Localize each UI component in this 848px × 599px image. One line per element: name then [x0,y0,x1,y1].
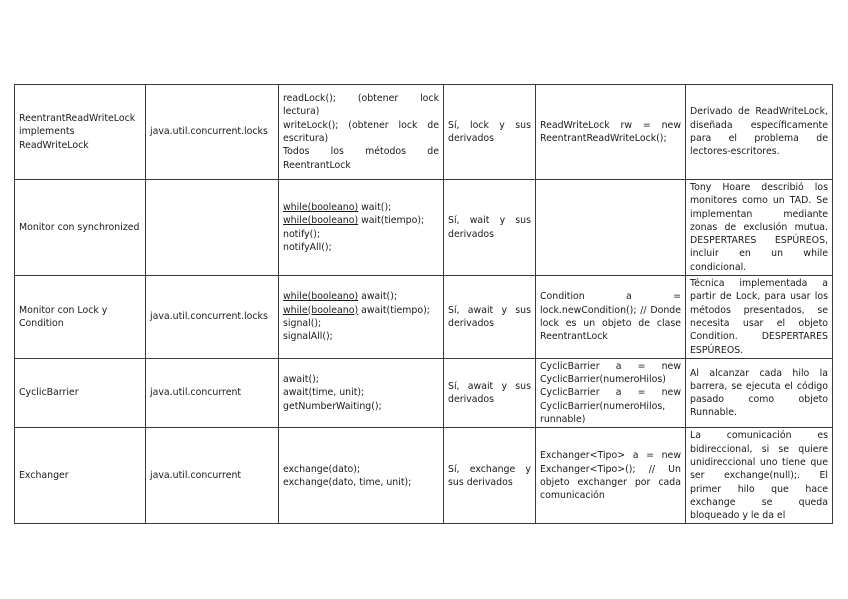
method-line [283,214,439,227]
cell-reentrant: Sí, await y sus derivados [444,276,536,359]
cell-reentrant: Sí, exchange y sus derivados [444,428,536,524]
cell-methods [279,358,444,427]
method-call: await(); [358,291,398,303]
cell-name: Monitor con Lock y Condition [15,276,146,359]
method-line [283,304,439,317]
cell-package: java.util.concurrent [146,358,279,427]
cell-package: java.util.concurrent [146,428,279,524]
cell-methods [279,180,444,276]
cell-example: Condition a = lock.newCondition(); // Donde lock es un objeto de clase ReentrantLock [536,276,686,359]
cell-notes: Tony Hoare describió los monitores como un TAD. Se implementan mediante zonas de exclusión mutua. DESPERTARES ESPÚREOS, incluir en un while condicional. [686,180,833,276]
method-line: writeLock(); (obtener lock de escritura) [283,119,439,144]
cell-reentrant: Sí, await y sus derivados [444,358,536,427]
method-condition: while(booleano) [283,304,359,316]
cell-methods [279,428,444,524]
method-line: await(); [283,374,319,386]
cell-notes: Derivado de ReadWriteLock, diseñada específicamente para el problema de lectores-escritores. [686,85,833,180]
cell-notes: Al alcanzar cada hilo la barrera, se ejecuta el código pasado como objeto Runnable. [686,358,833,427]
method-condition: while(booleano) [283,215,359,227]
cell-package [146,180,279,276]
cell-reentrant: Sí, lock y sus derivados [444,85,536,180]
cell-notes: Técnica implementada a partir de Lock, para usar los métodos presentados, se necesita usar el objeto Condition. DESPERTARES ESPÚREOS. [686,276,833,359]
method-line: notifyAll(); [283,241,332,253]
method-line: signal(); [283,317,322,329]
cell-reentrant: Sí, wait y sus derivados [444,180,536,276]
concurrency-table [14,84,833,524]
cell-name: ReentrantReadWriteLock implements ReadWriteLock [15,85,146,180]
method-condition: while(booleano) [283,291,359,303]
cell-example: Exchanger<Tipo> a = new Exchanger<Tipo>(); // Un objeto exchanger por cada comunicación [536,428,686,524]
cell-methods [279,276,444,359]
cell-package: java.util.concurrent.locks [146,276,279,359]
cell-name: CyclicBarrier [15,358,146,427]
cell-methods [279,85,444,180]
table-row [15,276,833,359]
method-line [283,290,439,303]
method-call: await(tiempo); [358,304,430,316]
cell-example [536,180,686,276]
method-line: notify(); [283,228,321,240]
method-call: wait(); [358,201,392,213]
table-row [15,85,833,180]
cell-example: CyclicBarrier a = new CyclicBarrier(numeroHilos) CyclicBarrier a = new CyclicBarrier(numeroHilos, runnable) [536,358,686,427]
method-line: signalAll(); [283,331,333,343]
cell-example: ReadWriteLock rw = new ReentrantReadWriteLock(); [536,85,686,180]
method-call: wait(tiempo); [358,215,425,227]
method-line [283,201,439,214]
method-line: getNumberWaiting(); [283,400,382,412]
method-line: exchange(dato, time, unit); [283,476,412,488]
cell-name: Exchanger [15,428,146,524]
method-line: readLock(); (obtener lock lectura) [283,93,439,118]
cell-name: Monitor con synchronized [15,180,146,276]
table-row [15,358,833,427]
cell-notes: La comunicación es bidireccional, si se quiere unidireccional uno tiene que ser exchange(null);. El primer hilo que hace exchange se queda bloqueado y le da el [686,428,833,524]
table-row [15,428,833,524]
method-line: await(time, unit); [283,387,365,399]
cell-package: java.util.concurrent.locks [146,85,279,180]
method-condition: while(booleano) [283,201,359,213]
method-line: Todos los métodos de ReentrantLock [283,146,439,171]
method-line: exchange(dato); [283,463,361,475]
table-row [15,180,833,276]
